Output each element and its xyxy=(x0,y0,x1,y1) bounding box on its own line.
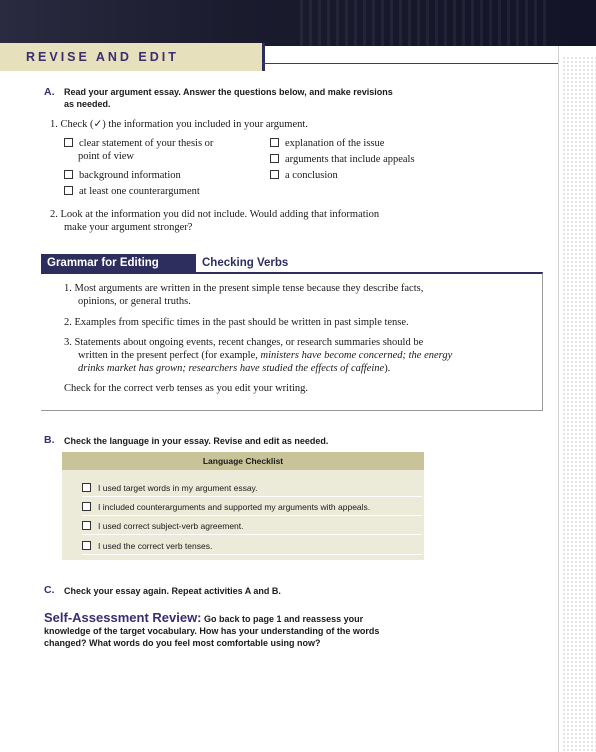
checkbox-option-counterargument[interactable] xyxy=(64,186,200,199)
margin-dot-pattern xyxy=(562,56,596,752)
self-assessment-line2: knowledge of the target vocabulary. How has your understanding of the words xyxy=(44,626,380,636)
grammar-point-1 xyxy=(64,282,534,308)
top-decorative-band xyxy=(0,0,596,46)
checkbox-icon[interactable] xyxy=(64,170,73,179)
self-assessment-title: Self-Assessment Review: xyxy=(44,610,202,625)
question-2 xyxy=(50,208,490,234)
section-header xyxy=(0,43,265,71)
text-span: written in the present perfect (for example, xyxy=(78,350,261,361)
option-label: a conclusion xyxy=(285,170,338,181)
band-stripes xyxy=(300,0,550,46)
option-label: clear statement of your thesis or xyxy=(79,138,214,149)
checkbox-option-background[interactable] xyxy=(64,170,181,183)
option-label: explanation of the issue xyxy=(285,138,385,149)
margin-line xyxy=(558,46,559,752)
question-1: 1. Check (✓) the information you included in your argument. xyxy=(50,119,308,130)
checklist-title: Language Checklist xyxy=(62,452,424,470)
grammar-point-3 xyxy=(64,336,539,375)
header-rule xyxy=(262,63,558,64)
checklist-item[interactable] xyxy=(82,518,422,535)
option-label: background information xyxy=(79,170,181,181)
grammar-point-3-line2 xyxy=(64,349,539,362)
section-c-letter: C. xyxy=(44,584,55,596)
section-b-letter: B. xyxy=(44,434,55,446)
question-2-line2: make your argument stronger? xyxy=(64,222,193,233)
checklist-item[interactable] xyxy=(82,538,422,555)
section-b-instruction: Check the language in your essay. Revise and edit as needed. xyxy=(64,436,329,446)
option-label-cont: point of view xyxy=(78,150,134,162)
checkbox-icon[interactable] xyxy=(270,138,279,147)
grammar-point-3-line3 xyxy=(64,362,539,375)
section-a-letter: A. xyxy=(44,86,55,98)
italic-example: ministers have become concerned; the energy xyxy=(260,350,453,361)
self-assessment xyxy=(44,612,474,649)
checkbox-icon[interactable] xyxy=(82,483,91,492)
checklist-item-label: I used target words in my argument essay. xyxy=(98,483,258,493)
page-title: REVISE AND EDIT xyxy=(26,50,179,64)
checkbox-icon[interactable] xyxy=(64,186,73,195)
question-2-line1: 2. Look at the information you did not include. Would adding that information xyxy=(50,209,380,220)
checkbox-option-explanation[interactable] xyxy=(270,138,384,151)
checkbox-option-thesis[interactable] xyxy=(64,138,264,163)
checkbox-icon[interactable] xyxy=(64,138,73,147)
checkbox-icon[interactable] xyxy=(82,521,91,530)
grammar-point-1-line1: 1. Most arguments are written in the present simple tense because they describe facts, xyxy=(64,283,424,294)
checkbox-option-appeals[interactable] xyxy=(270,154,415,167)
checkbox-icon[interactable] xyxy=(270,154,279,163)
checklist-item-label: I used the correct verb tenses. xyxy=(98,541,213,551)
checklist-item[interactable] xyxy=(82,480,422,497)
checkbox-icon[interactable] xyxy=(270,170,279,179)
checklist-item-label: I used correct subject-verb agreement. xyxy=(98,521,244,531)
option-label: arguments that include appeals xyxy=(285,154,415,165)
grammar-title: Grammar for Editing xyxy=(41,254,196,272)
section-a-instruction xyxy=(64,86,484,110)
italic-example: drinks market has grown; researchers have studied the effects of caffeine xyxy=(78,363,385,374)
self-assessment-line1: Go back to page 1 and reassess your xyxy=(204,614,364,624)
checkbox-icon[interactable] xyxy=(82,502,91,511)
checkbox-option-conclusion[interactable] xyxy=(270,170,338,183)
checkbox-icon[interactable] xyxy=(82,541,91,550)
self-assessment-line3: changed? What words do you feel most comfortable using now? xyxy=(44,638,321,648)
section-a-instruction-line1: Read your argument essay. Answer the questions below, and make revisions xyxy=(64,87,393,97)
language-checklist xyxy=(62,452,424,560)
section-c-instruction: Check your essay again. Repeat activities A and B. xyxy=(64,586,281,596)
checklist-item[interactable] xyxy=(82,499,422,516)
grammar-point-1-line2: opinions, or general truths. xyxy=(78,296,191,307)
option-label: at least one counterargument xyxy=(79,186,200,197)
grammar-closing: Check for the correct verb tenses as you edit your writing. xyxy=(64,383,309,394)
grammar-subtitle: Checking Verbs xyxy=(202,257,289,269)
section-a-instruction-line2: as needed. xyxy=(64,99,111,109)
grammar-point-3-line1: 3. Statements about ongoing events, recent changes, or research summaries should be xyxy=(64,337,424,348)
grammar-point-2: 2. Examples from specific times in the past should be written in past simple tense. xyxy=(64,317,409,328)
text-span: ). xyxy=(384,363,391,374)
checklist-item-label: I included counterarguments and supported my arguments with appeals. xyxy=(98,502,371,512)
